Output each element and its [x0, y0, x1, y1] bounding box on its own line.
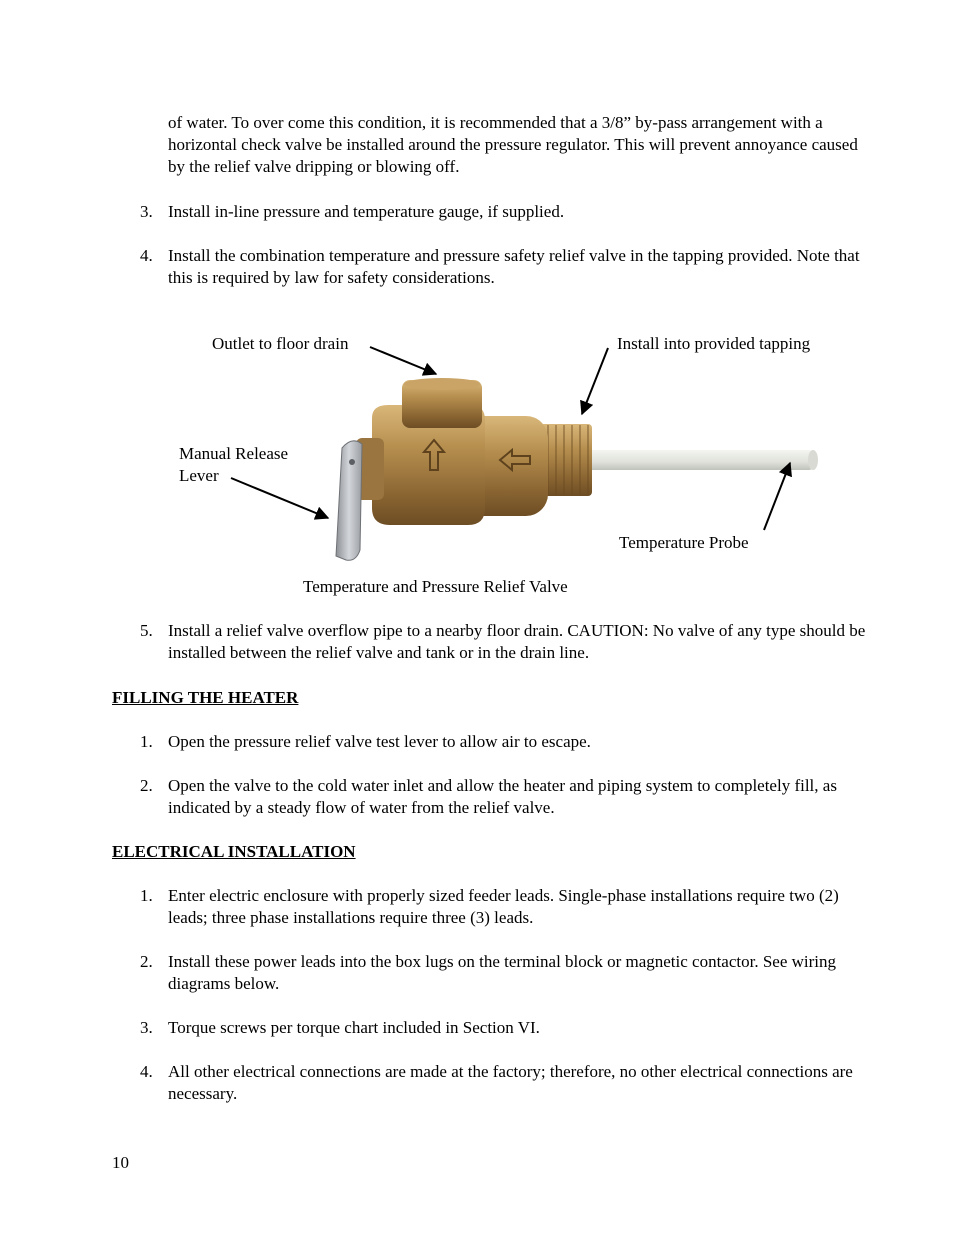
step-text: Install in-line pressure and temperature gauge, if supplied.: [168, 202, 565, 221]
figure-caption: Temperature and Pressure Relief Valve: [303, 577, 568, 596]
step-text: All other electrical connections are made at the factory; therefore, no other electrical connections are necessary.: [168, 1062, 853, 1103]
step-number: 4.: [140, 1062, 153, 1081]
relief-valve-figure: [0, 0, 954, 600]
step-text: Open the pressure relief valve test lever to allow air to escape.: [168, 732, 591, 751]
step-text: Torque screws per torque chart included in Section VI.: [168, 1018, 540, 1037]
step-text: Enter electric enclosure with properly sized feeder leads. Single-phase installations require two (2) leads; three phase installations require three (3) leads.: [168, 886, 839, 927]
step-number: 1.: [140, 732, 153, 751]
electrical-heading: ELECTRICAL INSTALLATION: [112, 842, 356, 861]
tapping-label: Install into provided tapping: [617, 334, 811, 353]
step-number: 2.: [140, 952, 153, 971]
step-number: 1.: [140, 886, 153, 905]
step-number: 3.: [140, 1018, 153, 1037]
intro-continuation-paragraph: of water. To over come this condition, it is recommended that a 3/8” by-pass arrangement with a horizontal check valve be installed around the pressure regulator. This will prevent annoyance caused by the relief valve dripping or blowing off.: [168, 113, 858, 176]
filling-heading: FILLING THE HEATER: [112, 688, 299, 707]
temperature-probe: [585, 450, 818, 470]
lever-label-line1: Manual Release: [179, 444, 289, 463]
probe-arrow: [764, 463, 790, 530]
step-number: 2.: [140, 776, 153, 795]
step-text: Install the combination temperature and pressure safety relief valve in the tapping provided. Note that this is required by law for safety considerations.: [168, 246, 860, 287]
manual-release-lever: [336, 441, 362, 560]
probe-label: Temperature Probe: [619, 533, 749, 552]
page-number: 10: [112, 1153, 129, 1172]
lever-label-line2: Lever: [179, 466, 219, 485]
step-text: Install a relief valve overflow pipe to a nearby floor drain. CAUTION: No valve of any type should be installed between the relief valve and tank or in the drain line.: [168, 621, 866, 662]
step-text: Open the valve to the cold water inlet and allow the heater and piping system to completely fill, as indicated by a steady flow of water from the relief valve.: [168, 776, 837, 817]
valve-body: [356, 378, 548, 525]
outlet-label: Outlet to floor drain: [212, 334, 349, 353]
step-number: 3.: [140, 202, 153, 221]
step-number: 4.: [140, 246, 153, 265]
step-number: 5.: [140, 621, 153, 640]
lever-arrow: [231, 478, 328, 518]
outlet-arrow: [370, 347, 436, 374]
step-text: Install these power leads into the box lugs on the terminal block or magnetic contactor. See wiring diagrams below.: [168, 952, 837, 993]
tapping-arrow: [582, 348, 608, 414]
